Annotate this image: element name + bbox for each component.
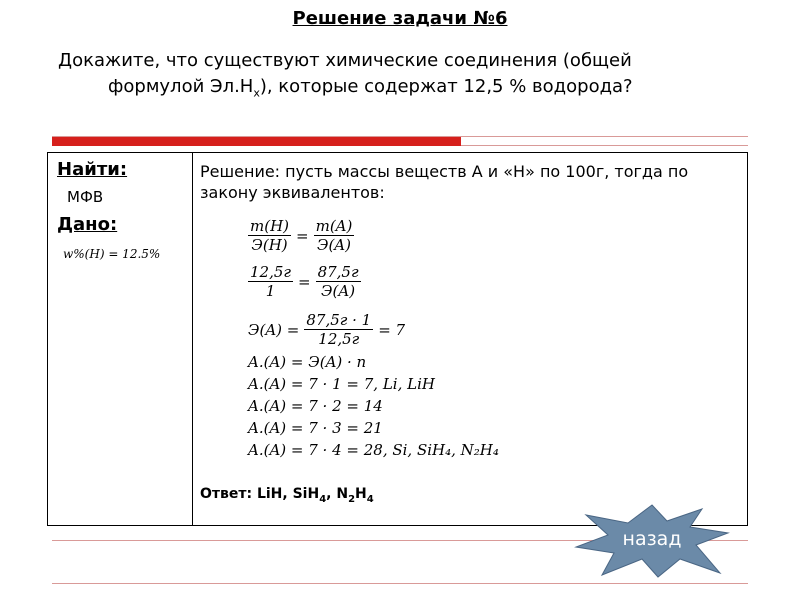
decorative-line-right [461, 145, 748, 146]
equation-1: $\frac{m(H)}{Э(H)}$ = $\frac{m(A)}{Э(A)}$ [250, 217, 353, 254]
equation-line: A.(A) = Э(A) · n [248, 353, 367, 371]
page-title: Решение задачи №6 [292, 8, 508, 29]
given-formula: w%(H) = 12.5% [63, 247, 161, 261]
problem-line-2: формулой $Эл.Н_х$), которые содержат 12,5 % водорода? [108, 76, 633, 100]
solution-column [200, 161, 740, 505]
decorative-line-footer [52, 583, 748, 584]
column-divider [192, 153, 193, 525]
equation-line: A.(A) = 7 · 4 = 28, Si, SiH₄, N₂H₄ [248, 441, 499, 459]
equation-line: A.(A) = 7 · 2 = 14 [248, 397, 383, 415]
equation-line: A.(A) = 7 · 3 = 21 [248, 419, 383, 437]
equation-line: A.(A) = 7 · 1 = 7, Li, LiH [248, 375, 435, 393]
given-label: Дано: [57, 214, 118, 235]
given-column [57, 159, 187, 261]
problem-line-1: Докажите, что существуют химические соединения (общей [58, 50, 632, 71]
equation-3: Э(A) = $\frac{87,5г \cdot 1}{12,5г}$ = 7 [248, 311, 406, 348]
solution-table [47, 152, 748, 526]
red-accent-bar [52, 137, 461, 146]
solution-intro: Решение: пусть массы веществ А и «Н» по 100г, тогда по закону эквивалентов: [200, 162, 689, 202]
problem-statement [58, 48, 758, 107]
equation-2: $\frac{12,5г}{1}$ = $\frac{87,5г}{Э(A)}$ [250, 263, 359, 300]
find-value: МФВ [67, 188, 104, 206]
decorative-line-bottom [52, 540, 612, 541]
find-label: Найти: [57, 159, 128, 180]
answer: Ответ: LiH, SiH$_4$, $N_2H_4$ [200, 486, 374, 505]
back-button-label[interactable]: назад [622, 528, 682, 550]
